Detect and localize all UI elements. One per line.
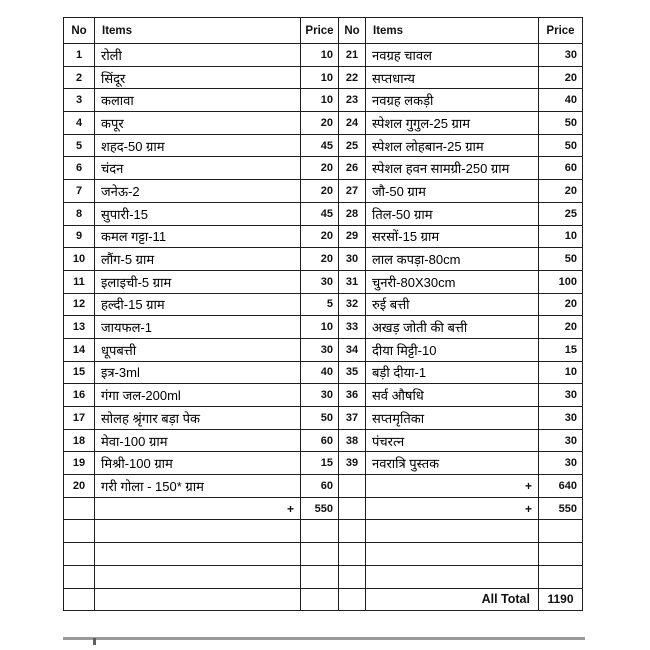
price-cell: 20 bbox=[301, 112, 339, 135]
header-items-right: Items bbox=[366, 18, 539, 44]
table-row bbox=[64, 293, 583, 316]
item-name-cell: सुपारी-15 bbox=[95, 202, 301, 225]
price-cell: 30 bbox=[539, 429, 583, 452]
price-cell: 25 bbox=[539, 202, 583, 225]
price-cell: 40 bbox=[539, 89, 583, 112]
table-row bbox=[64, 429, 583, 452]
price-cell: 10 bbox=[539, 361, 583, 384]
price-cell: 30 bbox=[301, 338, 339, 361]
item-name-cell: स्पेशल लोहबान-25 ग्राम bbox=[366, 134, 539, 157]
row-number-cell: 24 bbox=[339, 112, 366, 135]
item-name-cell: मेवा-100 ग्राम bbox=[95, 429, 301, 452]
item-name-cell: नवरात्रि पुस्तक bbox=[366, 452, 539, 475]
price-cell: 20 bbox=[301, 157, 339, 180]
price-cell: 20 bbox=[539, 180, 583, 203]
all-total-label: All Total bbox=[366, 588, 539, 611]
empty-cell bbox=[301, 543, 339, 566]
plus-sign: + bbox=[95, 497, 301, 520]
price-cell: 60 bbox=[301, 429, 339, 452]
row-number-cell: 7 bbox=[64, 180, 95, 203]
row-number-cell: 3 bbox=[64, 89, 95, 112]
item-name-cell: स्पेशल हवन सामग्री-250 ग्राम bbox=[366, 157, 539, 180]
subtotal-row bbox=[64, 497, 583, 520]
row-number-cell: 34 bbox=[339, 338, 366, 361]
empty-cell bbox=[339, 520, 366, 543]
item-name-cell: सोलह श्रृंगार बड़ा पेक bbox=[95, 407, 301, 430]
empty-row bbox=[64, 565, 583, 588]
price-cell: 30 bbox=[539, 452, 583, 475]
row-number-cell: 15 bbox=[64, 361, 95, 384]
item-name-cell: जायफल-1 bbox=[95, 316, 301, 339]
price-cell: 100 bbox=[539, 270, 583, 293]
row-number-cell: 11 bbox=[64, 270, 95, 293]
table-row bbox=[64, 384, 583, 407]
item-name-cell: गरी गोला - 150* ग्राम bbox=[95, 475, 301, 498]
row-number-cell: 2 bbox=[64, 66, 95, 89]
empty-cell bbox=[301, 565, 339, 588]
item-name-cell: चंदन bbox=[95, 157, 301, 180]
empty-cell bbox=[301, 520, 339, 543]
table-row bbox=[64, 180, 583, 203]
header-no-left: No bbox=[64, 18, 95, 44]
row-number-cell: 36 bbox=[339, 384, 366, 407]
row-number-cell: 25 bbox=[339, 134, 366, 157]
price-cell: 60 bbox=[539, 157, 583, 180]
item-name-cell: बड़ी दीया-1 bbox=[366, 361, 539, 384]
table-row bbox=[64, 66, 583, 89]
price-cell: 50 bbox=[301, 407, 339, 430]
item-name-cell: हल्दी-15 ग्राम bbox=[95, 293, 301, 316]
row-number-cell: 32 bbox=[339, 293, 366, 316]
price-cell: 15 bbox=[301, 452, 339, 475]
table-row bbox=[64, 248, 583, 271]
table-row bbox=[64, 361, 583, 384]
row-number-cell: 17 bbox=[64, 407, 95, 430]
price-cell: 20 bbox=[539, 316, 583, 339]
row-number-cell: 37 bbox=[339, 407, 366, 430]
price-cell: 10 bbox=[301, 44, 339, 67]
item-name-cell: इत्र-3ml bbox=[95, 361, 301, 384]
empty-row bbox=[64, 520, 583, 543]
price-cell: 30 bbox=[539, 407, 583, 430]
item-name-cell: सर्व औषधि bbox=[366, 384, 539, 407]
price-cell: 20 bbox=[301, 180, 339, 203]
price-cell: 30 bbox=[539, 44, 583, 67]
table-row bbox=[64, 44, 583, 67]
row-number-cell: 5 bbox=[64, 134, 95, 157]
table-row bbox=[64, 338, 583, 361]
price-cell: 30 bbox=[301, 384, 339, 407]
table-row bbox=[64, 475, 583, 498]
plus-sign: + bbox=[366, 475, 539, 498]
empty-cell bbox=[95, 520, 301, 543]
table-row bbox=[64, 157, 583, 180]
table-row bbox=[64, 270, 583, 293]
header-items-left: Items bbox=[95, 18, 301, 44]
row-number-cell: 22 bbox=[339, 66, 366, 89]
row-number-cell: 21 bbox=[339, 44, 366, 67]
price-cell: 45 bbox=[301, 202, 339, 225]
item-name-cell: अखड़ जोती की बत्ती bbox=[366, 316, 539, 339]
item-name-cell: पंचरत्न bbox=[366, 429, 539, 452]
table-row bbox=[64, 202, 583, 225]
empty-cell bbox=[339, 497, 366, 520]
price-cell: 45 bbox=[301, 134, 339, 157]
sum-value: 550 bbox=[539, 497, 583, 520]
row-number-cell: 12 bbox=[64, 293, 95, 316]
empty-cell bbox=[301, 588, 339, 611]
item-name-cell: नवग्रह लकड़ी bbox=[366, 89, 539, 112]
price-cell: 10 bbox=[301, 66, 339, 89]
empty-cell bbox=[64, 588, 95, 611]
empty-cell bbox=[339, 588, 366, 611]
item-name-cell: कमल गट्टा-11 bbox=[95, 225, 301, 248]
item-name-cell: जनेऊ-2 bbox=[95, 180, 301, 203]
price-cell: 30 bbox=[301, 270, 339, 293]
item-name-cell: लौंग-5 ग्राम bbox=[95, 248, 301, 271]
row-number-cell: 13 bbox=[64, 316, 95, 339]
price-cell: 20 bbox=[539, 66, 583, 89]
price-cell: 30 bbox=[539, 384, 583, 407]
price-cell: 40 bbox=[301, 361, 339, 384]
table-row bbox=[64, 407, 583, 430]
row-number-cell: 30 bbox=[339, 248, 366, 271]
row-number-cell: 4 bbox=[64, 112, 95, 135]
page-artifact-tick bbox=[93, 638, 96, 645]
item-name-cell: सरसों-15 ग्राम bbox=[366, 225, 539, 248]
item-name-cell: सप्तमृतिका bbox=[366, 407, 539, 430]
item-name-cell: गंगा जल-200ml bbox=[95, 384, 301, 407]
sum-value: 550 bbox=[301, 497, 339, 520]
plus-sign: + bbox=[366, 497, 539, 520]
header-price-right: Price bbox=[539, 18, 583, 44]
empty-cell bbox=[95, 543, 301, 566]
empty-cell bbox=[339, 543, 366, 566]
row-number-cell: 19 bbox=[64, 452, 95, 475]
empty-cell bbox=[64, 543, 95, 566]
sum-value: 640 bbox=[539, 475, 583, 498]
price-cell: 50 bbox=[539, 248, 583, 271]
row-number-cell: 27 bbox=[339, 180, 366, 203]
empty-cell bbox=[366, 565, 539, 588]
empty-cell bbox=[64, 497, 95, 520]
header-price-left: Price bbox=[301, 18, 339, 44]
item-name-cell: तिल-50 ग्राम bbox=[366, 202, 539, 225]
row-number-cell: 1 bbox=[64, 44, 95, 67]
row-number-cell: 28 bbox=[339, 202, 366, 225]
item-name-cell: धूपबत्ती bbox=[95, 338, 301, 361]
price-cell: 10 bbox=[301, 89, 339, 112]
empty-cell bbox=[64, 520, 95, 543]
row-number-cell: 39 bbox=[339, 452, 366, 475]
item-name-cell: दीया मिट्टी-10 bbox=[366, 338, 539, 361]
row-number-cell: 23 bbox=[339, 89, 366, 112]
row-number-cell: 35 bbox=[339, 361, 366, 384]
all-total-row bbox=[64, 588, 583, 611]
item-name-cell: शहद-50 ग्राम bbox=[95, 134, 301, 157]
row-number-cell: 29 bbox=[339, 225, 366, 248]
empty-cell bbox=[539, 543, 583, 566]
row-number-cell: 20 bbox=[64, 475, 95, 498]
item-name-cell: रुई बत्ती bbox=[366, 293, 539, 316]
empty-cell bbox=[95, 588, 301, 611]
header-no-right: No bbox=[339, 18, 366, 44]
item-name-cell: चुनरी-80X30cm bbox=[366, 270, 539, 293]
price-cell: 20 bbox=[301, 248, 339, 271]
table-row bbox=[64, 89, 583, 112]
price-cell: 20 bbox=[539, 293, 583, 316]
item-name-cell: लाल कपड़ा-80cm bbox=[366, 248, 539, 271]
row-number-cell: 33 bbox=[339, 316, 366, 339]
item-name-cell: रोली bbox=[95, 44, 301, 67]
item-name-cell: इलाइची-5 ग्राम bbox=[95, 270, 301, 293]
header-row bbox=[64, 18, 583, 44]
price-cell: 50 bbox=[539, 112, 583, 135]
table-row bbox=[64, 112, 583, 135]
row-number-cell: 14 bbox=[64, 338, 95, 361]
empty-cell bbox=[339, 565, 366, 588]
empty-cell bbox=[366, 543, 539, 566]
price-cell: 50 bbox=[539, 134, 583, 157]
price-cell: 10 bbox=[301, 316, 339, 339]
item-name-cell: जौ-50 ग्राम bbox=[366, 180, 539, 203]
empty-cell bbox=[366, 520, 539, 543]
row-number-cell: 6 bbox=[64, 157, 95, 180]
item-name-cell: नवग्रह चावल bbox=[366, 44, 539, 67]
table-row bbox=[64, 225, 583, 248]
item-name-cell: सिंदूर bbox=[95, 66, 301, 89]
item-name-cell: स्पेशल गुगुल-25 ग्राम bbox=[366, 112, 539, 135]
empty-cell bbox=[339, 475, 366, 498]
row-number-cell: 18 bbox=[64, 429, 95, 452]
row-number-cell: 10 bbox=[64, 248, 95, 271]
row-number-cell: 38 bbox=[339, 429, 366, 452]
price-table bbox=[63, 17, 583, 611]
price-cell: 60 bbox=[301, 475, 339, 498]
table-row bbox=[64, 316, 583, 339]
item-name-cell: मिश्री-100 ग्राम bbox=[95, 452, 301, 475]
table-bottom-shadow bbox=[63, 637, 585, 640]
price-cell: 20 bbox=[301, 225, 339, 248]
row-number-cell: 31 bbox=[339, 270, 366, 293]
empty-row bbox=[64, 543, 583, 566]
item-name-cell: कपूर bbox=[95, 112, 301, 135]
price-cell: 5 bbox=[301, 293, 339, 316]
empty-cell bbox=[95, 565, 301, 588]
row-number-cell: 16 bbox=[64, 384, 95, 407]
row-number-cell: 8 bbox=[64, 202, 95, 225]
table-row bbox=[64, 134, 583, 157]
price-cell: 15 bbox=[539, 338, 583, 361]
item-name-cell: सप्तधान्य bbox=[366, 66, 539, 89]
row-number-cell: 9 bbox=[64, 225, 95, 248]
empty-cell bbox=[539, 520, 583, 543]
price-cell: 10 bbox=[539, 225, 583, 248]
row-number-cell: 26 bbox=[339, 157, 366, 180]
all-total-value: 1190 bbox=[539, 588, 583, 611]
empty-cell bbox=[64, 565, 95, 588]
empty-cell bbox=[539, 565, 583, 588]
table-row bbox=[64, 452, 583, 475]
item-name-cell: कलावा bbox=[95, 89, 301, 112]
